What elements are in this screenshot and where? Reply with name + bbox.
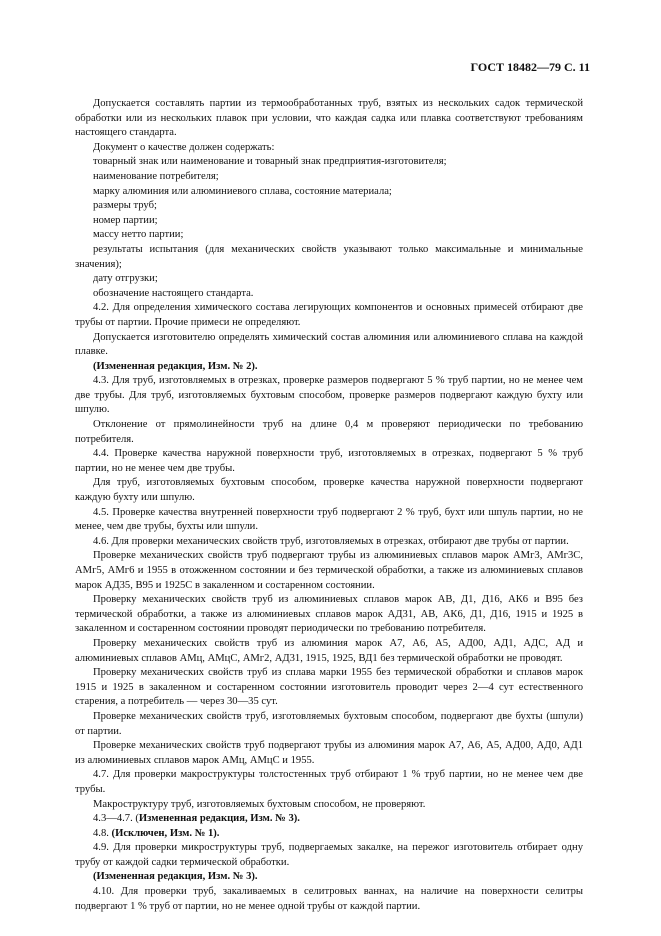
paragraph: (Измененная редакция, Изм. № 3). xyxy=(93,871,258,883)
paragraph: Для труб, изготовляемых бухтовым способом, проверке качества наружной поверхности подвергают каждую бухту или шпулю. xyxy=(75,477,583,504)
paragraph: товарный знак или наименование и товарный знак предприятия-изготовителя; xyxy=(93,156,447,168)
paragraph: 4.6. Для проверки механических свойств труб, изготовляемых в отрезках, отбирают две трубы от партии. xyxy=(93,535,569,547)
paragraph: Макроструктуру труб, изготовляемых бухтовым способом, не проверяют. xyxy=(93,798,426,810)
paragraph: наименование потребителя; xyxy=(93,170,219,182)
paragraph: Проверке механических свойств труб подвергают трубы из алюминия марок А7, А6, А5, АД00, АД0, АД1 из алюминиевых сплавов марок АМц, АМцС и 1955. xyxy=(75,740,583,766)
document-body xyxy=(75,97,583,914)
paragraph: Допускается составлять партии из термообработанных труб, взятых из нескольких садок термической обработки или из нескольких плавок при условии, что каждая садка или плавка соответствуют требованиям настоящего стандарта. xyxy=(75,98,583,139)
paragraph: результаты испытания (для механических свойств указывают только максимальные и минимальные значения); xyxy=(75,243,583,270)
paragraph: Документ о качестве должен содержать: xyxy=(93,141,275,153)
paragraph: Проверке механических свойств труб, изготовляемых бухтовым способом, подвергают две бухты (шпули) от партии. xyxy=(75,710,583,737)
paragraph: 4.4. Проверке качества наружной поверхности труб, изготовляемых в отрезках, подвергают 5 % труб партии, но не менее чем две трубы. xyxy=(75,448,583,474)
paragraph: 4.10. Для проверки труб, закаливаемых в селитровых ваннах, на наличие на поверхности селитры подвергают 1 % труб от партии, но не менее одной трубы от каждой партии. xyxy=(75,886,583,912)
paragraph-bold-text: Измененная редакция, Изм. № 3). xyxy=(138,813,300,825)
paragraph-number: 4.8. xyxy=(93,827,112,839)
paragraph: Проверке механических свойств труб подвергают трубы из алюминиевых сплавов марок АМг3, АМг3С, АМг5, АМг6 и 1955 в отожженном состоянии и без термической обработки, а также из алюминиевых сплавов марок АД35, В95 и 1925С в закаленном и состаренном состоянии. xyxy=(75,550,583,591)
paragraph-bold-text: (Исключен, Изм. № 1). xyxy=(111,827,220,839)
paragraph: Допускается изготовителю определять химический состав алюминия или алюминиевого сплава на каждой плавке. xyxy=(75,331,583,358)
paragraph: Проверку механических свойств труб из сплава марки 1955 без термической обработки и сплавов марок 1915 и 1925 в закаленном и состаренном состоянии изготовитель проводит через 2—4 сут естественного старения, а потребитель — через 30—35 сут. xyxy=(75,667,583,708)
page-header: ГОСТ 18482—79 С. 11 xyxy=(470,60,590,74)
paragraph: Отклонение от прямолинейности труб на длине 0,4 м проверяют периодически по требованию потребителя. xyxy=(75,419,583,445)
paragraph xyxy=(75,827,583,842)
paragraph: Проверку механических свойств труб из алюминиевых сплавов марок АВ, Д1, Д16, АК6 и В95 без термической обработки, а также из алюминиевых сплавов марок АД31, АВ, АК6, Д1, Д16, 1915 и 1925 в закаленном и состаренном состоянии проводят периодически по требованию потребителя. xyxy=(75,594,583,635)
paragraph: 4.3. Для труб, изготовляемых в отрезках, проверке размеров подвергают 5 % труб партии, но не менее чем две трубы. Для труб, изготовляемых бухтовым способом, проверке размеров подвергают каждую бухту или шпулю. xyxy=(75,375,583,416)
paragraph: Проверку механических свойств труб из алюминия марок А7, А6, А5, АД00, АД1, АДС, АД и алюминиевых сплавов АМц, АМцС, АМг2, АД31, 1915, 1925, ВД1 без термической обработки не проводят. xyxy=(75,637,583,664)
paragraph: марку алюминия или алюминиевого сплава, состояние материала; xyxy=(93,185,392,197)
paragraph xyxy=(75,812,583,827)
paragraph: дату отгрузки; xyxy=(93,273,158,285)
paragraph: 4.2. Для определения химического состава легирующих компонентов и основных примесей отбирают две трубы от партии. Прочие примеси не определяют. xyxy=(75,302,583,328)
paragraph: обозначение настоящего стандарта. xyxy=(93,287,254,299)
paragraph: 4.9. Для проверки микроструктуры труб, подвергаемых закалке, на пережог изготовитель отбирает одну трубу от каждой садки термической обработки. xyxy=(75,842,583,868)
paragraph-number: 4.3—4.7. ( xyxy=(93,813,139,825)
paragraph: (Измененная редакция, Изм. № 2). xyxy=(93,360,258,372)
paragraph: массу нетто партии; xyxy=(93,229,184,241)
paragraph: размеры труб; xyxy=(93,200,157,212)
paragraph: 4.7. Для проверки макроструктуры толстостенных труб отбирают 1 % труб партии, но не менее чем две трубы. xyxy=(75,769,583,795)
paragraph: номер партии; xyxy=(93,214,158,226)
paragraph: 4.5. Проверке качества внутренней поверхности труб подвергают 2 % труб, бухт или шпуль партии, но не менее, чем две трубы, бухты или шпули. xyxy=(75,506,583,533)
